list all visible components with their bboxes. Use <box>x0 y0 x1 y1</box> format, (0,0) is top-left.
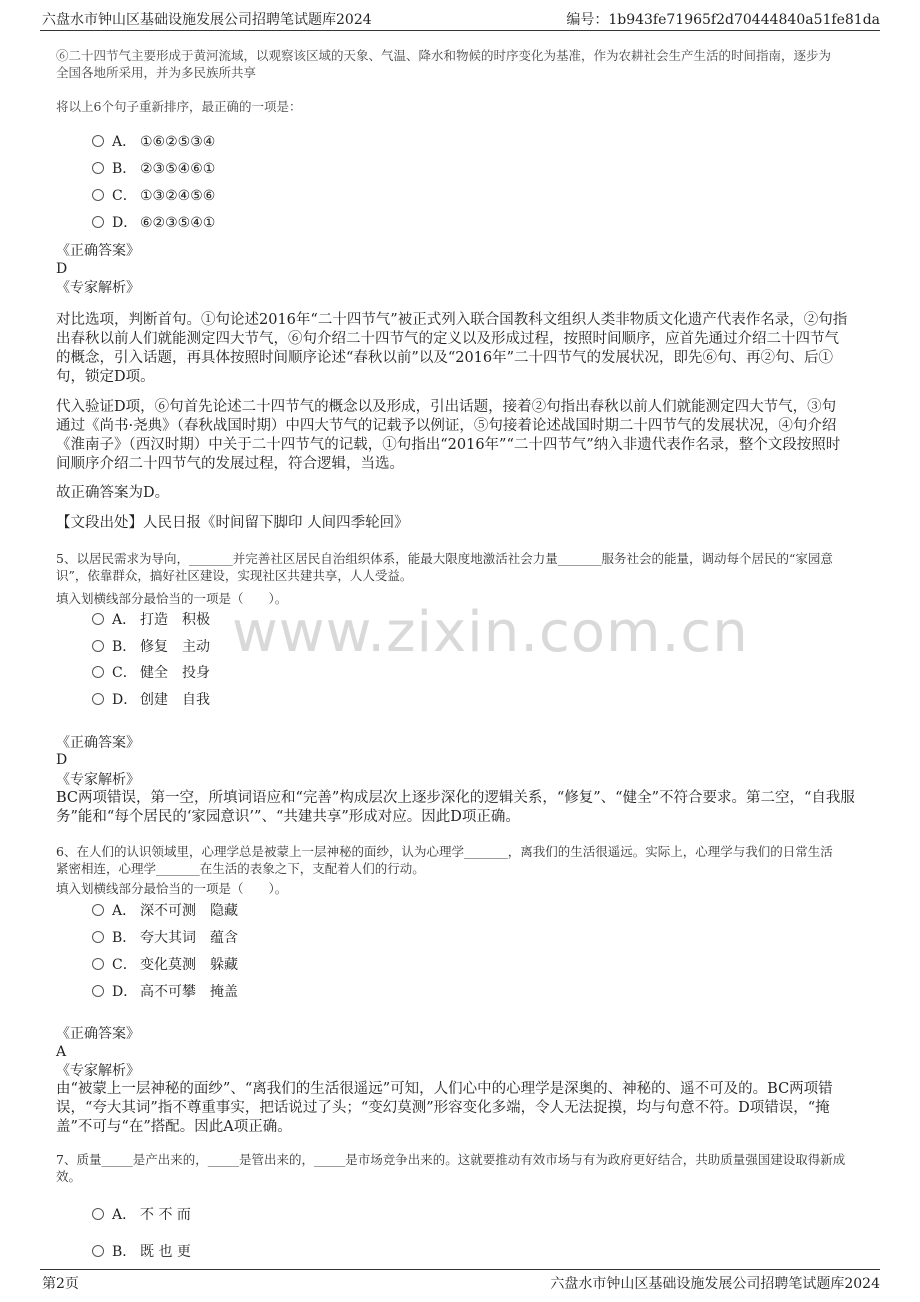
text-line: 7、质量_____是产出来的，_____是管出来的，_____是市场竞争出来的。这就要推动有效市场与有为政府更好结合，共助质量强国建设取得新成 <box>56 1152 846 1167</box>
q5-stem <box>56 550 868 584</box>
q5-answer-label: 《正确答案》 <box>56 735 140 751</box>
option-letter: C． <box>112 665 137 681</box>
option-letter: B． <box>112 930 137 946</box>
text-line: 由“被蒙上一层神秘的面纱”、“离我们的生活很遥远”可知，人们心中的心理学是深奥的、神秘的、遥不可及的。BC两项错 <box>56 1081 833 1097</box>
option-letter: A． <box>112 612 137 628</box>
q5-option-c[interactable] <box>92 662 210 684</box>
radio-icon[interactable] <box>92 1245 104 1257</box>
radio-icon[interactable] <box>92 135 104 147</box>
option-text: ②③⑤④⑥① <box>140 161 216 177</box>
option-letter: B． <box>112 639 137 655</box>
option-text: ①⑥②⑤③④ <box>140 134 216 150</box>
option-letter: B． <box>112 1244 137 1260</box>
option-text: ⑥②③⑤④① <box>140 215 216 231</box>
q4-option-c[interactable] <box>92 185 215 207</box>
text-line: 的概念，引入话题，再具体按照时间顺序论述“春秋以前”以及“2016年”二十四节气的发展状况，即先⑥句、再②句、后① <box>56 350 834 366</box>
option-text: 夸大其词 蕴含 <box>140 930 238 946</box>
text-line: 务”能和“每个居民的‘家园意识’”、“共建共享”形成对应。因此D项正确。 <box>56 809 520 825</box>
option-letter: C． <box>112 957 137 973</box>
q4-prompt: 将以上6个句子重新排序，最正确的一项是： <box>56 99 302 114</box>
option-text: 深不可测 隐藏 <box>140 903 238 919</box>
q6-prompt: 填入划横线部分最恰当的一项是（ ）。 <box>56 881 288 896</box>
q5-analysis-label: 《专家解析》 <box>56 772 140 788</box>
q4-analysis-para-2 <box>56 398 866 474</box>
q4-option-a[interactable] <box>92 131 215 153</box>
option-text: ①③②④⑤⑥ <box>140 188 216 204</box>
q5-option-d[interactable] <box>92 689 210 711</box>
option-text: 修复 主动 <box>140 639 210 655</box>
option-letter: A． <box>112 1207 137 1223</box>
option-letter: A． <box>112 134 137 150</box>
text-line: 出春秋以前人们就能测定四大节气，⑥句介绍二十四节气的定义以及形成过程，按照时间顺序，应首先通过介绍二十四节气 <box>56 331 839 347</box>
q6-answer: A <box>56 1044 67 1060</box>
text-line: 识”，依靠群众，搞好社区建设，实现社区共建共享，人人受益。 <box>56 568 413 583</box>
text-line: 6、在人们的认识领域里，心理学总是被蒙上一层神秘的面纱，认为心理学_______，离我们的生活很遥远。实际上，心理学与我们的日常生活 <box>56 844 833 859</box>
page-header <box>0 0 920 31</box>
text-line: 代入验证D项，⑥句首先论述二十四节气的概念以及形成，引出话题，接着②句指出春秋以前人们就能测定四大节气，③句 <box>56 399 837 415</box>
text-line: BC两项错误，第一空，所填词语应和“完善”构成层次上逐步深化的逻辑关系，“修复”、“健全”不符合要求。第二空，“自我服 <box>56 790 855 806</box>
q5-prompt: 填入划横线部分最恰当的一项是（ ）。 <box>56 591 288 606</box>
header-serial: 编号：1b943fe71965f2d70444840a51fe81da <box>566 12 880 28</box>
radio-icon[interactable] <box>92 985 104 997</box>
option-text: 既 也 更 <box>140 1244 191 1260</box>
text-line: ⑥二十四节气主要形成于黄河流域，以观察该区域的天象、气温、降水和物候的时序变化为基准，作为农耕社会生产生活的时间指南，逐步为 <box>56 48 832 63</box>
q6-option-b[interactable] <box>92 927 238 949</box>
option-text: 创建 自我 <box>140 692 210 708</box>
radio-icon[interactable] <box>92 693 104 705</box>
option-letter: B． <box>112 161 137 177</box>
q6-analysis-label: 《专家解析》 <box>56 1063 140 1079</box>
footer-page-number: 第2页 <box>42 1276 79 1292</box>
radio-icon[interactable] <box>92 216 104 228</box>
q7-option-b[interactable] <box>92 1241 191 1263</box>
text-line: 误，“夸大其词”指不尊重事实，把话说过了头；“变幻莫测”形容变化多端，令人无法捉摸，均与句意不符。D项错误，“掩 <box>56 1100 830 1116</box>
text-line: 《淮南子》（西汉时期）中关于二十四节气的记载，①句指出“2016年”“二十四节气”纳入非遗代表作名录，整个文段按照时 <box>56 437 841 453</box>
option-text: 高不可攀 掩盖 <box>140 984 238 1000</box>
q7-stem <box>56 1151 868 1185</box>
q6-analysis <box>56 1080 866 1137</box>
text-line: 通过《尚书·尧典》（春秋战国时期）中四大节气的记载予以例证，⑤句接着论述战国时期二十四节气的发展状况，④句介绍 <box>56 418 837 434</box>
header-divider <box>40 30 880 31</box>
radio-icon[interactable] <box>92 666 104 678</box>
radio-icon[interactable] <box>92 613 104 625</box>
q6-option-c[interactable] <box>92 954 238 976</box>
text-line: 全国各地所采用，并为多民族所共享 <box>56 65 257 80</box>
q4-answer: D <box>56 261 68 277</box>
q4-option-b[interactable] <box>92 158 215 180</box>
option-text: 打造 积极 <box>140 612 210 628</box>
q6-option-d[interactable] <box>92 981 238 1003</box>
header-title: 六盘水市钟山区基础设施发展公司招聘笔试题库2024 <box>42 12 372 28</box>
option-text: 健全 投身 <box>140 665 210 681</box>
option-letter: A． <box>112 903 137 919</box>
radio-icon[interactable] <box>92 640 104 652</box>
text-line: 5、以居民需求为导向，_______并完善社区居民自治组织体系，能最大限度地激活社会力量_______服务社会的能量，调动每个居民的“家园意 <box>56 551 833 566</box>
q4-analysis-label: 《专家解析》 <box>56 280 140 296</box>
text-line: 间顺序介绍二十四节气的发展过程，符合逻辑，当选。 <box>56 456 404 472</box>
option-text: 不 不 而 <box>140 1207 191 1223</box>
q6-option-a[interactable] <box>92 900 238 922</box>
watermark: www.zixin.com.cn <box>232 600 749 665</box>
radio-icon[interactable] <box>92 931 104 943</box>
radio-icon[interactable] <box>92 904 104 916</box>
q4-source: 【文段出处】人民日报《时间留下脚印 人间四季轮回》 <box>56 515 409 531</box>
option-letter: D． <box>112 215 138 231</box>
option-letter: D． <box>112 984 138 1000</box>
q4-answer-label: 《正确答案》 <box>56 243 140 259</box>
q5-option-b[interactable] <box>92 636 210 658</box>
q7-option-a[interactable] <box>92 1204 191 1226</box>
q4-conclusion: 故正确答案为D。 <box>56 485 170 501</box>
radio-icon[interactable] <box>92 162 104 174</box>
q4-option-d[interactable] <box>92 212 215 234</box>
footer-divider <box>40 1269 880 1270</box>
text-line: 对比选项，判断首句。①句论述2016年“二十四节气”被正式列入联合国教科文组织人类非物质文化遗产代表作名录，②句指 <box>56 312 848 328</box>
radio-icon[interactable] <box>92 189 104 201</box>
q6-answer-label: 《正确答案》 <box>56 1026 140 1042</box>
radio-icon[interactable] <box>92 1208 104 1220</box>
option-letter: C． <box>112 188 137 204</box>
text-line: 盖”不可与“在”搭配。因此A项正确。 <box>56 1119 292 1135</box>
text-line: 紧密相连，心理学_______在生活的表象之下，支配着人们的行动。 <box>56 861 425 876</box>
q5-analysis <box>56 789 866 827</box>
q5-option-a[interactable] <box>92 609 210 631</box>
text-line: 句，锁定D项。 <box>56 369 155 385</box>
radio-icon[interactable] <box>92 958 104 970</box>
q4-sentence-6 <box>56 47 866 81</box>
q4-analysis-para-1 <box>56 311 866 387</box>
option-letter: D． <box>112 692 138 708</box>
q5-answer: D <box>56 752 68 768</box>
text-line: 效。 <box>56 1169 82 1184</box>
option-text: 变化莫测 躲藏 <box>140 957 238 973</box>
q6-stem <box>56 843 868 877</box>
footer-title: 六盘水市钟山区基础设施发展公司招聘笔试题库2024 <box>550 1276 880 1292</box>
